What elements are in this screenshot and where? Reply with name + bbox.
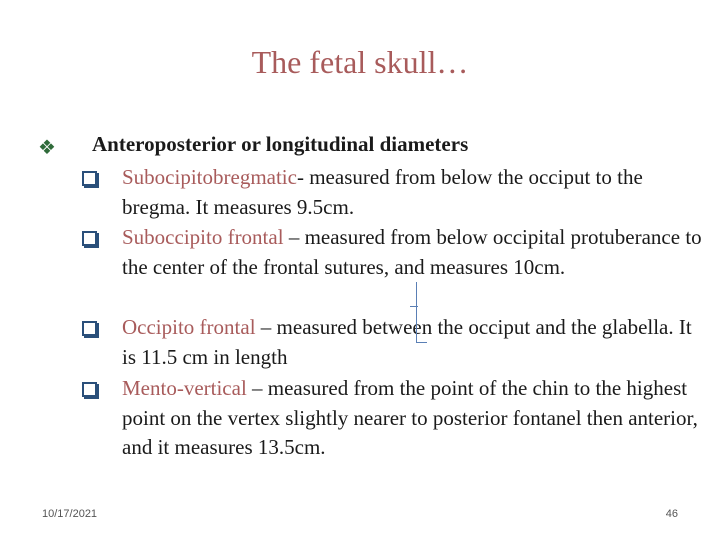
diamond-bullet-icon: ❖ (38, 135, 56, 159)
page-number: 46 (665, 508, 678, 520)
diameter-description: – measured from the point of the chin to the highest point on the vertex slightly nearer to posterior fontanel then anterior, and it measures 13.5cm. (122, 376, 698, 459)
section-heading: Anteroposterior or longitudinal diameters (92, 132, 469, 156)
diameter-description: – measured between the occiput and the glabella. It is 11.5 cm in length (122, 315, 692, 369)
list-item (122, 374, 702, 463)
diameter-description: - measured from below the occiput to the bregma. It measures 9.5cm. (122, 165, 643, 219)
footer-date: 10/17/2021 (42, 508, 98, 520)
checkbox-bullet-icon (82, 231, 97, 246)
annotation-bracket (416, 282, 427, 343)
list-item (122, 163, 702, 222)
slide-title: The fetal skull… (251, 44, 469, 80)
list-item (122, 223, 702, 282)
diameter-term: Suboccipito frontal (122, 225, 284, 249)
checkbox-bullet-icon (82, 321, 97, 336)
list-item (122, 313, 702, 372)
diameter-term: Occipito frontal (122, 315, 256, 339)
diameter-term: Subocipitobregmatic (122, 165, 297, 189)
diameter-description: – measured from below occipital protuberance to the center of the frontal sutures, and measures 10cm. (122, 225, 702, 279)
checkbox-bullet-icon (82, 171, 97, 186)
diameter-term: Mento-vertical (122, 376, 247, 400)
checkbox-bullet-icon (82, 382, 97, 397)
